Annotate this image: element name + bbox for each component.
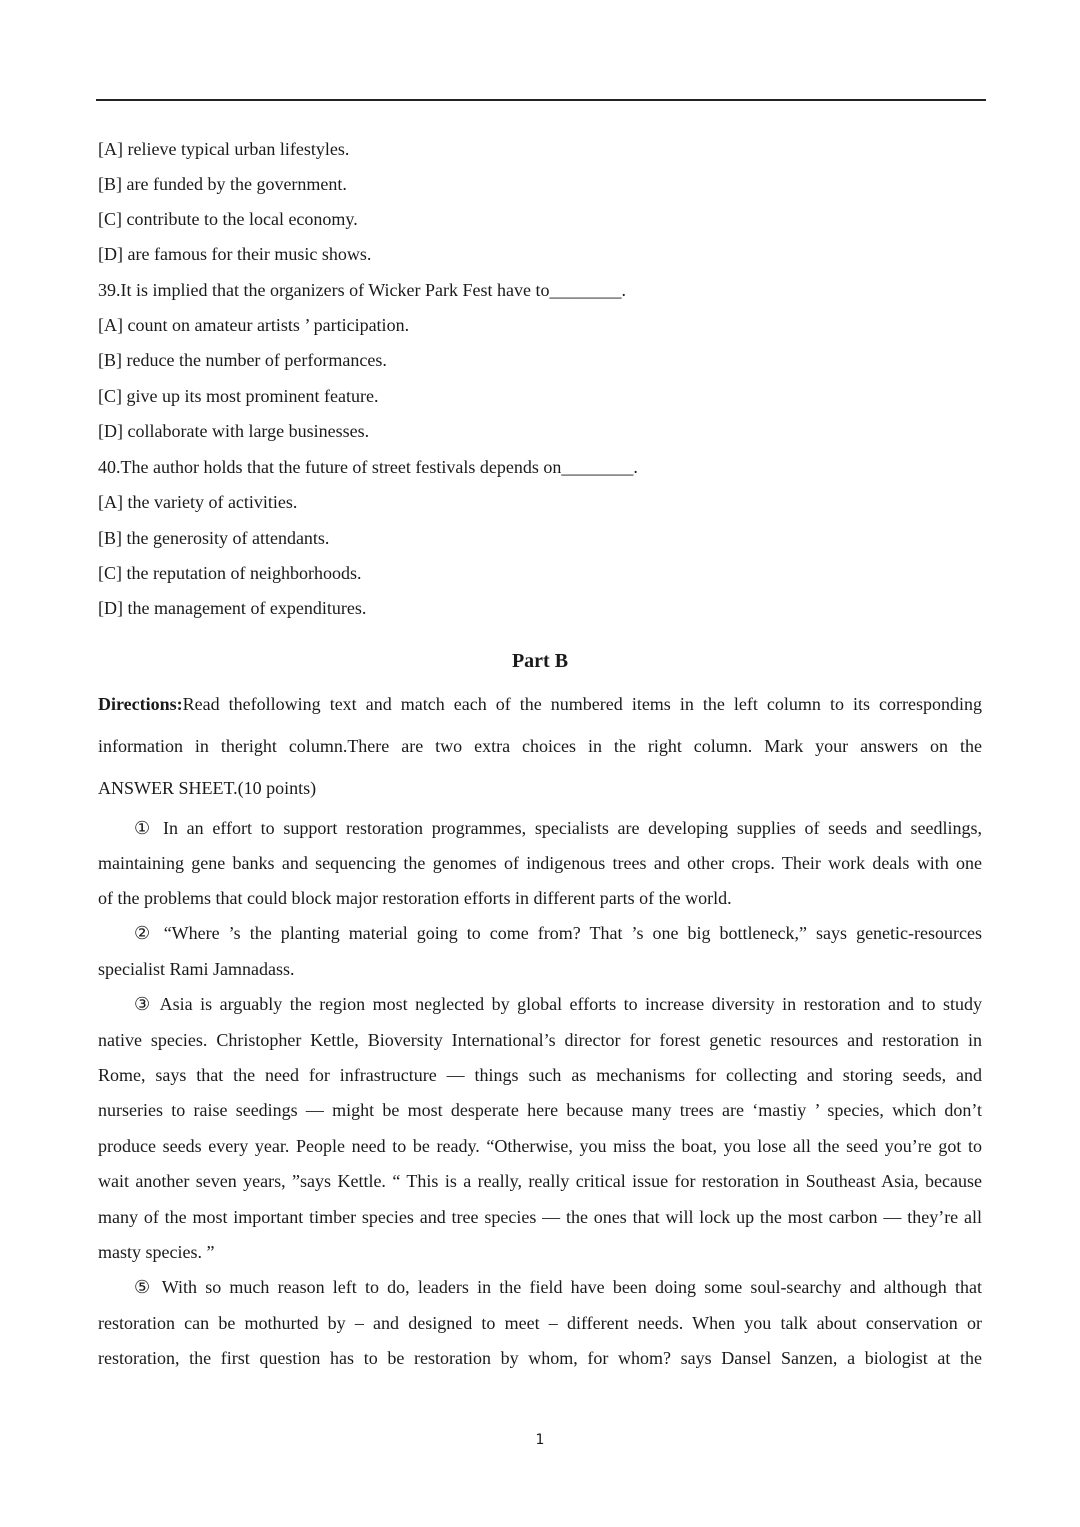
paragraph-marker: ③ [134, 994, 154, 1015]
q38-option-d: [D] are famous for their music shows. [98, 244, 372, 264]
paragraph-3-line-3: Rome, says that the need for infrastructure — things such as mechanisms for collecting and storing seeds, and [98, 1065, 982, 1085]
q40-option-c: [C] the reputation of neighborhoods. [98, 563, 362, 583]
q38-option-c: [C] contribute to the local economy. [98, 209, 358, 229]
paragraph-3-line-5: produce seeds every year. People need to be ready. “Otherwise, you miss the boat, you lose all the seed you’re got to [98, 1136, 982, 1156]
q40-option-b: [B] the generosity of attendants. [98, 528, 330, 548]
q38-option-b: [B] are funded by the government. [98, 174, 347, 194]
paragraph-5-line-1: ⑤ With so much reason left to do, leaders in the field have been doing some soul-searchy and although that [134, 1277, 982, 1298]
directions-label: Directions: [98, 694, 183, 714]
q40-option-a: [A] the variety of activities. [98, 492, 298, 512]
q39-stem: 39.It is implied that the organizers of Wicker Park Fest have to________. [98, 280, 627, 300]
q39-option-a: [A] count on amateur artists ’ participation. [98, 315, 410, 335]
paragraph-marker: ① [134, 818, 155, 839]
directions-text: Read thefollowing text and match each of the numbered items in the left column to its corresponding [182, 694, 982, 714]
q39-option-b: [B] reduce the number of performances. [98, 350, 387, 370]
page-number: 1 [535, 1432, 545, 1448]
paragraph-3-line-7: many of the most important timber species and tree species — the ones that will lock up the most carbon — they’re all [98, 1207, 982, 1227]
paragraph-2-line-2: specialist Rami Jamnadass. [98, 959, 295, 979]
paragraph-3-line-6: wait another seven years, ”says Kettle. “ This is a really, really critical issue for restoration in Southeast Asia, because [98, 1171, 982, 1191]
paragraph-1-line-2: maintaining gene banks and sequencing the genomes of indigenous trees and other crops. Their work deals with one [98, 853, 982, 873]
directions-line-2: information in theright column.There are two extra choices in the right column. Mark your answers on the [98, 736, 982, 756]
paragraph-1-line-3: of the problems that could block major restoration efforts in different parts of the world. [98, 888, 732, 908]
q40-option-d: [D] the management of expenditures. [98, 598, 367, 618]
paragraph-marker: ② [134, 923, 155, 944]
q40-stem: 40.The author holds that the future of street festivals depends on________. [98, 457, 638, 477]
paragraph-5-line-2: restoration can be mothurted by – and designed to meet – different needs. When you talk about conservation or [98, 1313, 982, 1333]
part-b-title: Part B [511, 650, 569, 672]
paragraph-5-line-3: restoration, the first question has to be restoration by whom, for whom? says Dansel Sanzen, a biologist at the [98, 1348, 982, 1368]
paragraph-2-line-1: ② “Where ’s the planting material going to come from? That ’s one big bottleneck,” says genetic-resources [134, 923, 982, 944]
paragraph-3-line-1: ③ Asia is arguably the region most neglected by global efforts to increase diversity in restoration and to study [134, 994, 982, 1015]
paragraph-marker: ⑤ [134, 1277, 154, 1298]
directions-line-1 [98, 693, 982, 715]
paragraph-3-line-2: native species. Christopher Kettle, Bioversity International’s director for forest genetic resources and restoration in [98, 1030, 982, 1050]
q39-option-d: [D] collaborate with large businesses. [98, 421, 370, 441]
q38-option-a: [A] relieve typical urban lifestyles. [98, 139, 350, 159]
paragraph-1-line-1: ① In an effort to support restoration programmes, specialists are developing supplies of seeds and seedlings, [134, 818, 983, 839]
q39-option-c: [C] give up its most prominent feature. [98, 386, 379, 406]
paragraph-3-line-4: nurseries to raise seedings — might be most desperate here because many trees are ‘mastiy ’ species, which don’t [98, 1100, 982, 1120]
directions-line-3: ANSWER SHEET.(10 points) [98, 778, 317, 798]
header-rule [96, 99, 986, 101]
paragraph-3-line-8: masty species. ” [98, 1242, 215, 1262]
